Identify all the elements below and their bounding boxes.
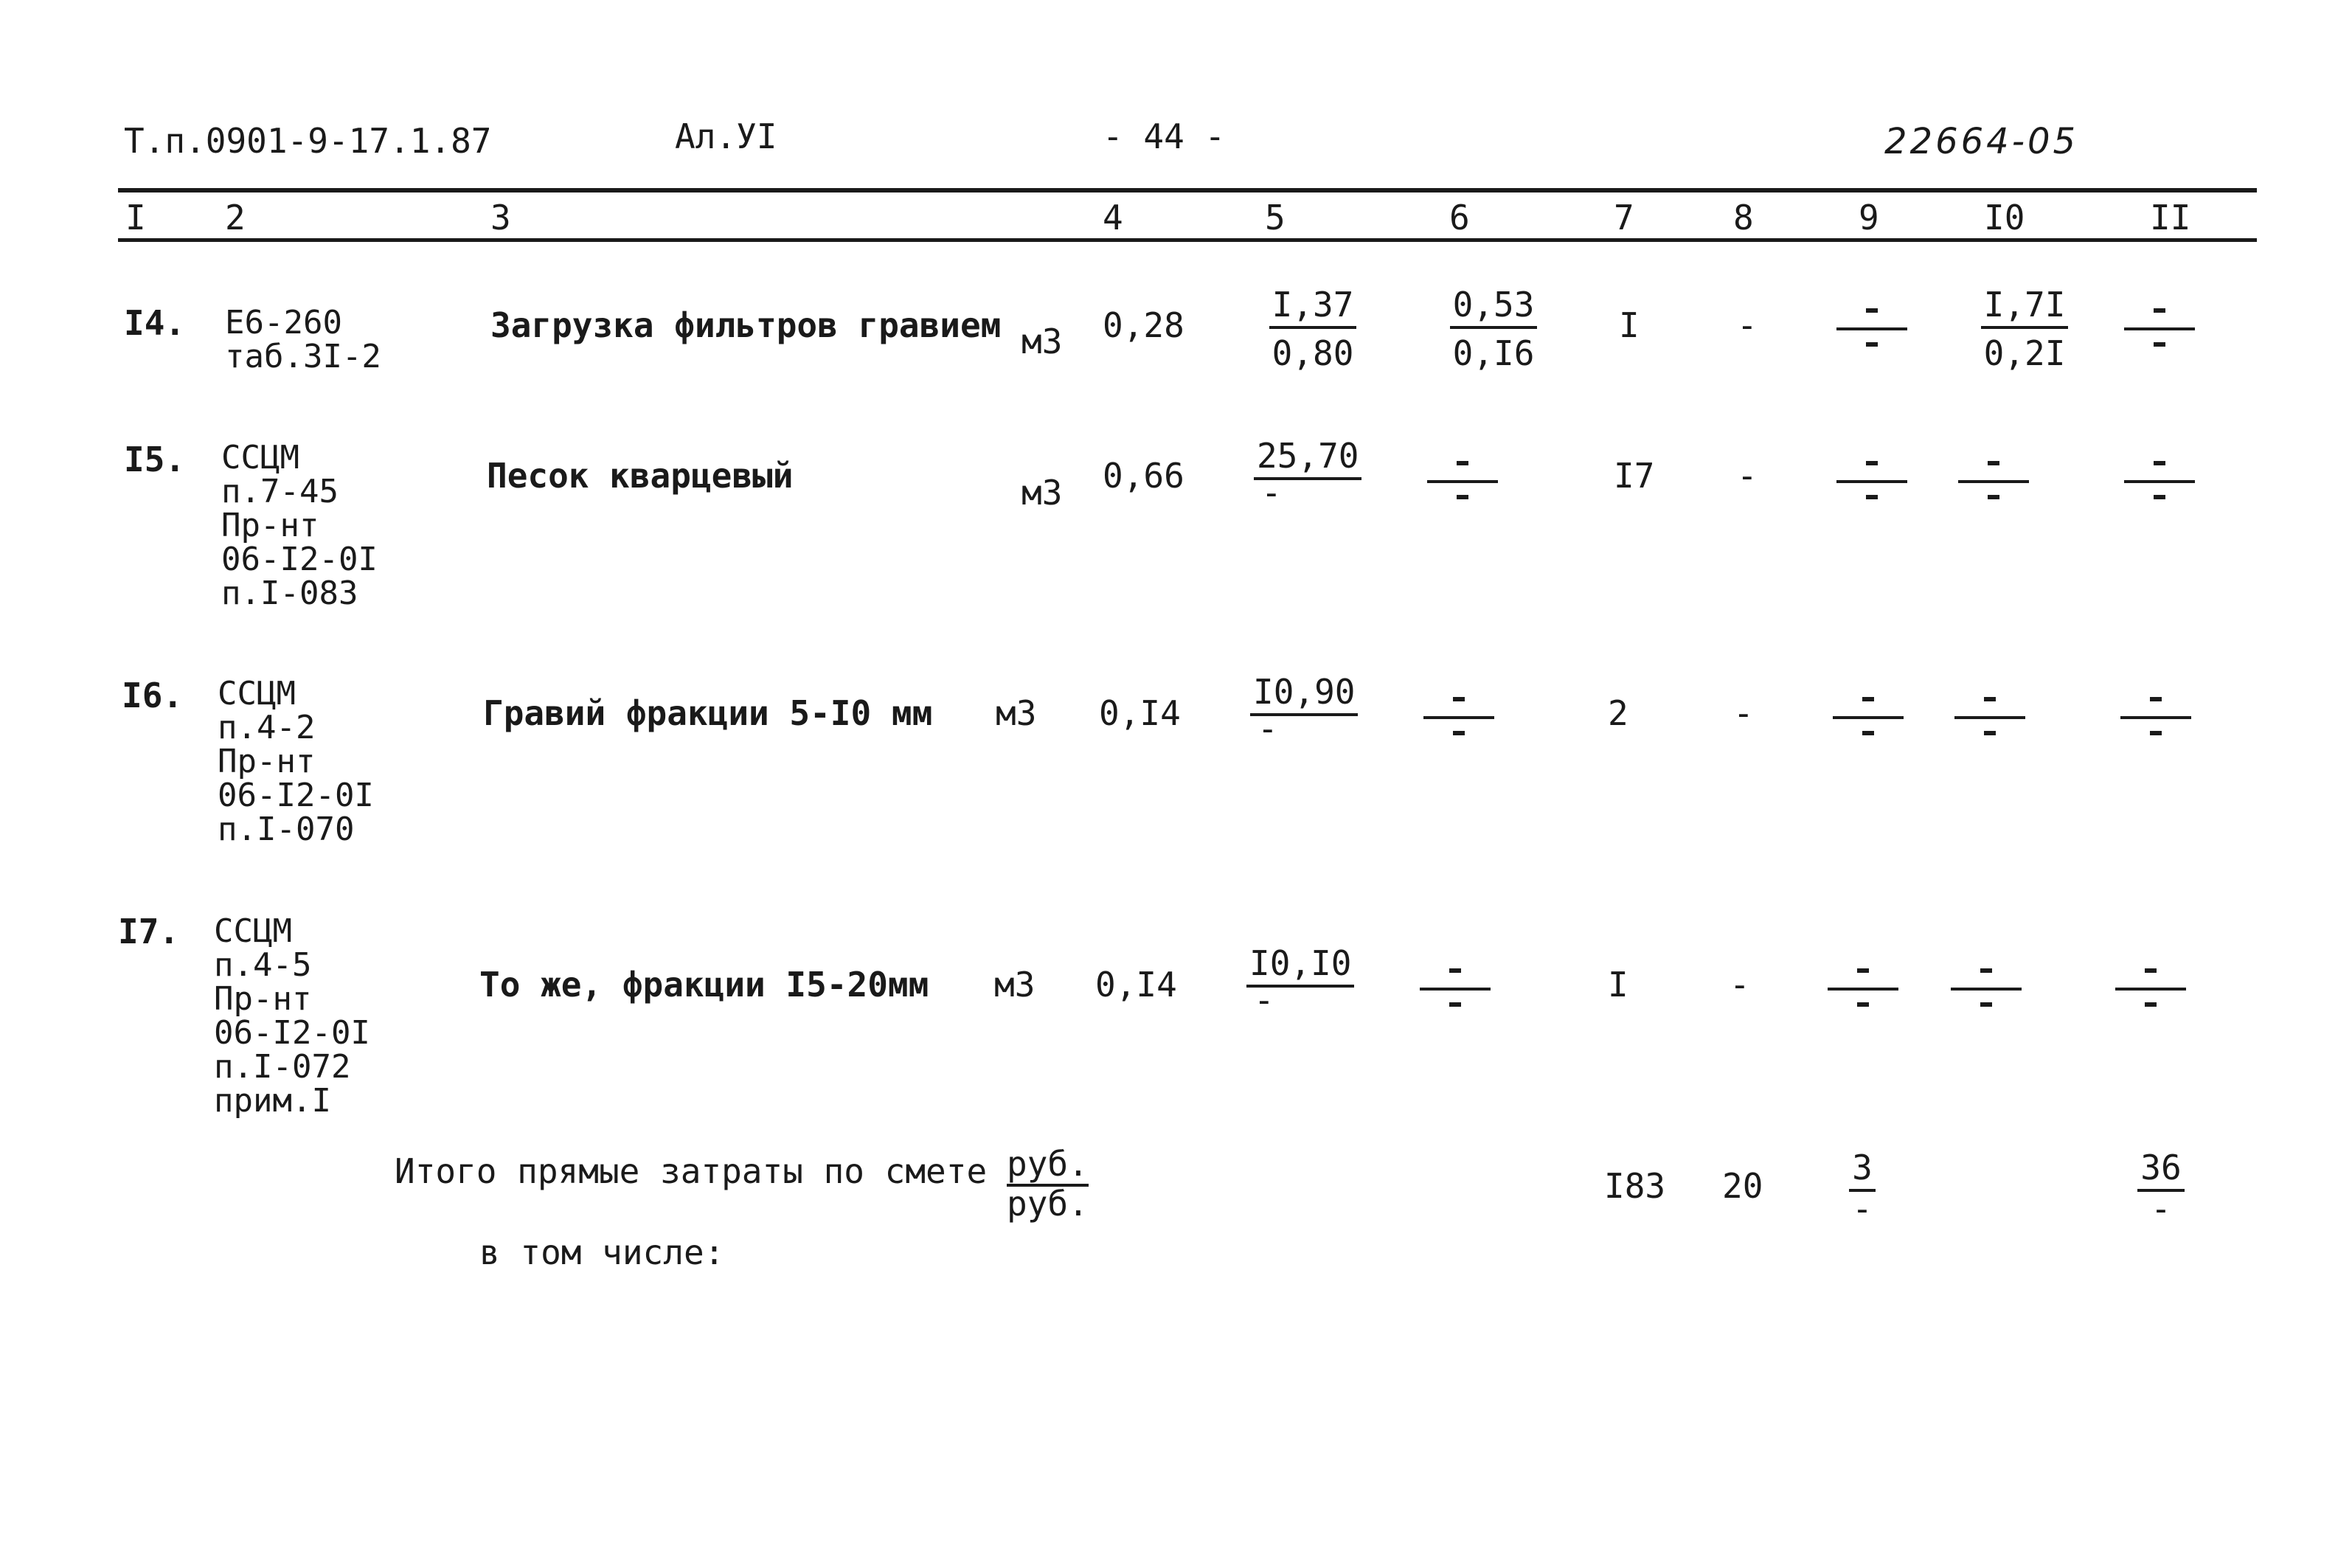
row-reference: Е6-260 таб.3I-2 [225,304,381,375]
total-col10: $\frac{I,7I}{0,2I}$ [1966,288,2084,370]
col-header-7: 7 [1614,198,1634,237]
unit-cost-col6: $\frac{0,53}{0,I6}$ [1435,288,1553,370]
row-number: I5. [124,440,186,479]
unit-cost-col5: I0,90 - [1250,675,1383,746]
row-number: I7. [118,912,180,951]
unit: м3 [1021,473,1063,513]
unit-cost-col5: 25,70 - [1254,439,1387,510]
empty-fraction-col6 [1423,697,1494,738]
quantity: 0,I4 [1099,693,1181,733]
col-header-5: 5 [1265,198,1286,237]
total-col7: 2 [1608,693,1628,733]
empty-fraction-col6 [1420,968,1491,1010]
unit: м3 [994,965,1035,1005]
col-header-6: 6 [1449,198,1470,237]
unit-cost-col5: I0,I0 - [1246,946,1379,1017]
empty-fraction-col9 [1836,461,1907,502]
row-number: I4. [124,303,186,343]
col-header-8: 8 [1733,198,1754,237]
empty-fraction-col10 [1951,968,2022,1010]
page-number: - 44 - [1103,117,1226,156]
total-col7: I [1608,965,1628,1005]
total-col8: - [1737,305,1758,345]
total-col7: I [1619,305,1640,345]
quantity: 0,66 [1103,456,1184,496]
empty-fraction-col10 [1954,697,2025,738]
including-label: в том числе: [479,1232,725,1272]
total-col7: I7 [1614,456,1655,496]
quantity: 0,I4 [1095,965,1177,1005]
empty-fraction-col9 [1833,697,1904,738]
unit: м3 [1021,322,1063,361]
col-header-3: 3 [490,198,511,237]
total-label: Итого прямые затраты по смете [395,1151,988,1191]
col-header-4: 4 [1103,198,1123,237]
col-header-1: I [125,198,146,237]
inventory-number: 22664-05 [1884,121,2079,162]
doc-code: Т.п.0901-9-17.1.87 [124,121,492,161]
album-number: Ал.УI [675,117,777,156]
col-header-10: I0 [1984,198,2025,237]
col-header-2: 2 [225,198,246,237]
total-col8: - [1737,456,1758,496]
total-unit: руб. руб. [1007,1144,1089,1224]
item-name: То же, фракции I5-20мм [479,965,929,1005]
item-name: Гравий фракции 5-I0 мм [483,693,933,733]
item-name: Загрузка фильтров гравием [490,305,1002,345]
header-rule-bottom [118,238,2257,242]
empty-fraction-col9 [1828,968,1898,1010]
empty-fraction-col9 [1836,308,1907,350]
item-name: Песок кварцевый [487,456,794,496]
empty-fraction-col11 [2124,308,2195,350]
row-reference: ССЦМ п.4-5 Пр-нт 06-I2-0I п.I-072 прим.I [214,912,370,1120]
total-col11: 36 - [2131,1151,2190,1226]
row-reference: ССЦМ п.7-45 Пр-нт 06-I2-0I п.I-083 [221,439,378,612]
quantity: 0,28 [1103,305,1184,345]
unit-cost-col5: $\frac{I,37}{0,80}$ [1254,288,1372,370]
empty-fraction-col11 [2124,461,2195,502]
total-col9: 3 - [1840,1151,1884,1226]
unit: м3 [996,693,1037,733]
header-rule-top [118,188,2257,192]
empty-fraction-col10 [1958,461,2029,502]
empty-fraction-col11 [2120,697,2191,738]
total-col7: I83 [1604,1166,1666,1206]
total-col8: - [1733,693,1754,733]
total-col8: 20 [1722,1166,1763,1206]
empty-fraction-col11 [2115,968,2186,1010]
total-col8: - [1730,965,1750,1005]
row-reference: ССЦМ п.4-2 Пр-нт 06-I2-0I п.I-070 [218,675,374,848]
row-number: I6. [122,676,184,715]
empty-fraction-col6 [1427,461,1498,502]
col-header-9: 9 [1859,198,1879,237]
col-header-11: II [2150,198,2191,237]
